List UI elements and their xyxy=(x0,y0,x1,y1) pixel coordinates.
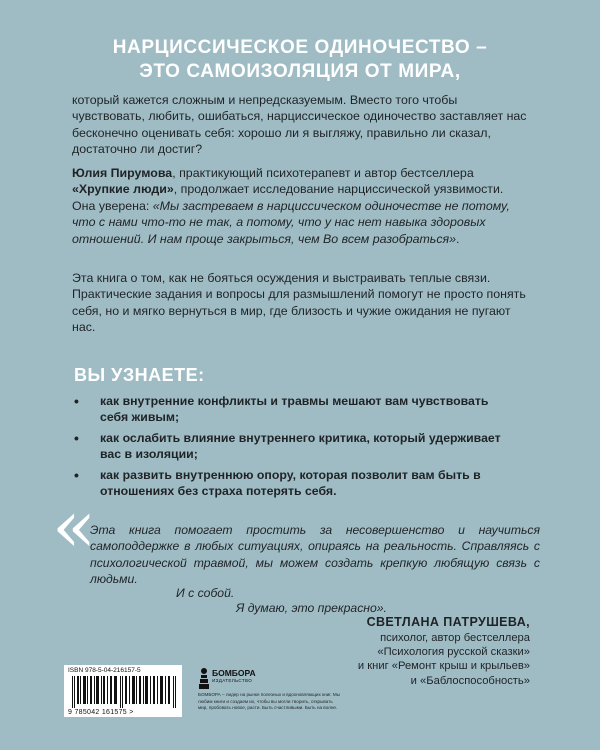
barcode xyxy=(64,665,182,717)
publisher-description: БОМБОРА – лидер на рынке полезных и вдохновляющих книг. Мы любим книги и создаем их, чтобы вы могли творить, открывать мир, пробовать новое, расти. Быть счастливыми. Быть на волне. xyxy=(198,692,340,711)
author-text-end: . xyxy=(456,231,460,246)
quote-mark-icon: « xyxy=(52,484,97,568)
book-title: «Хрупкие люди» xyxy=(72,182,174,197)
intro-paragraph: который кажется сложным и непредсказуемым. Вместо того чтобы чувствовать, любить, ошибаться, нарциссическое одиночество заставляет нас бесконечно оценивать себя: хорошо ли я выгляжу, правильно ли сказал, достаточно ли достиг? xyxy=(72,93,527,157)
testimonial-author-role: психолог, автор бестселлера xyxy=(380,632,530,644)
testimonial-author xyxy=(230,614,530,688)
learn-item: • как внутренние конфликты и травмы мешают вам чувствовать себя живым; xyxy=(74,393,514,425)
testimonial-author-book-1: «Психология русской сказки» xyxy=(377,646,530,659)
learn-title: ВЫ УЗНАЕТЕ: xyxy=(74,365,205,385)
isbn-label: ISBN 978-5-04-216157-5 xyxy=(68,667,141,674)
testimonial-line-2: И с собой. xyxy=(176,586,235,600)
testimonial-line-3: Я думаю, это прекрасно». xyxy=(236,601,387,615)
author-text-1: , практикующий психотерапевт и автор бестселлера xyxy=(172,166,474,180)
headline-line-1: НАРЦИССИЧЕСКОЕ ОДИНОЧЕСТВО – xyxy=(112,37,488,58)
barcode-digits: 9 785042 161575 > xyxy=(68,709,134,716)
testimonial-quote: Эта книга помогает простить за несовершенство и научиться самоподдержке в любых ситуациях, опираясь на реальность. Справляясь с психологической травмой, мы можем создать крепкую любящую связь с людьми. xyxy=(90,523,540,587)
author-name: Юлия Пирумова xyxy=(72,166,173,180)
author-paragraph xyxy=(72,165,530,247)
testimonial-author-name: СВЕТЛАНА ПАТРУШЕВА, xyxy=(366,615,530,629)
learn-item: • как развить внутреннюю опору, которая позволит вам быть в отношениях без страха потерять себя. xyxy=(74,467,514,499)
learn-item: • как ослабить влияние внутреннего критика, который удерживает вас в изоляции; xyxy=(74,430,514,462)
testimonial-author-book-2: и книг «Ремонт крыш и крыльев» xyxy=(357,660,530,673)
testimonial-author-book-3: и «Баблоспособность» xyxy=(410,674,530,687)
publisher-name: БОМБОРА xyxy=(212,668,256,678)
author-text-2: , продолжает исследование нарциссической уязвимости. Она уверена: xyxy=(72,182,504,213)
learn-list xyxy=(74,393,514,504)
barcode-icon xyxy=(72,676,176,708)
publisher-sub: ИЗДАТЕЛЬСТВО xyxy=(212,678,253,683)
author-quote: «Мы застреваем в нарциссическом одиночестве не потому, что с нами что-то не так, а потому, что у нас нет навыка здоровых отношений. И нам проще закрыться, чем Во всем разобраться» xyxy=(72,198,510,246)
summary-paragraph: Эта книга о том, как не бояться осуждения и выстраивать теплые связи. Практические задания и вопросы для размышлений помогут не просто понять себя, но и мягко вернуться в мир, где близость и чужие ожидания не пугают нас. xyxy=(72,271,526,335)
headline-line-2: ЭТО САМОИЗОЛЯЦИЯ ОТ МИРА, xyxy=(139,61,461,82)
headline xyxy=(60,36,540,84)
